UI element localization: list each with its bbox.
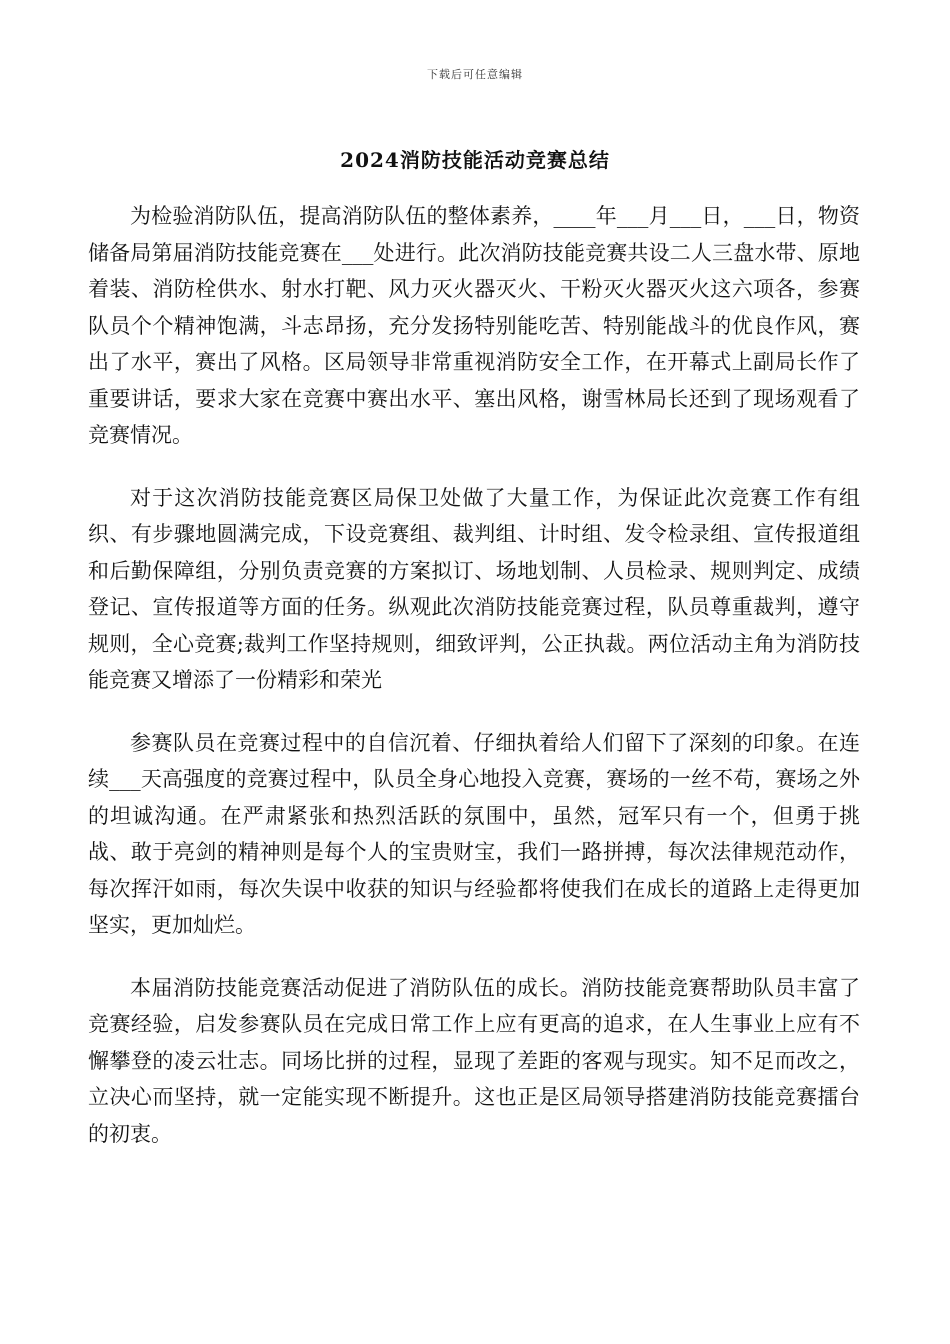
- paragraph-3: 参赛队员在竞赛过程中的自信沉着、仔细执着给人们留下了深刻的印象。在连续___天高强度的竞赛过程中，队员全身心地投入竞赛，赛场的一丝不苟，赛场之外的坦诚沟通。在严肃紧张和热烈活跃的氛围中，虽然，冠军只有一个，但勇于挑战、敢于亮剑的精神则是每个人的宝贵财宝，我们一路拼搏，每次法律规范动作，每次挥汗如雨，每次失误中收获的知识与经验都将使我们在成长的道路上走得更加坚实，更加灿烂。: [88, 730, 860, 937]
- paragraph-4: 本届消防技能竞赛活动促进了消防队伍的成长。消防技能竞赛帮助队员丰富了竞赛经验，启发参赛队员在完成日常工作上应有更高的追求，在人生事业上应有不懈攀登的凌云壮志。同场比拼的过程，显现了差距的客观与现实。知不足而改之，立决心而坚持，就一定能实现不断提升。这也正是区局领导搭建消防技能竞赛擂台的初衷。: [88, 975, 860, 1146]
- header-note: 下载后可任意编辑: [427, 68, 523, 81]
- document-body: [88, 198, 860, 1178]
- paragraph-1: 为检验消防队伍，提高消防队伍的整体素养，____年___月___日，___日，物资储备局第届消防技能竞赛在___处进行。此次消防技能竞赛共设二人三盘水带、原地着装、消防栓供水、射水打靶、风力灭火器灭火、干粉灭火器灭火这六项各，参赛队员个个精神饱满，斗志昂扬，充分发扬特别能吃苦、特别能战斗的优良作风，赛出了水平，赛出了风格。区局领导非常重视消防安全工作，在开幕式上副局长作了重要讲话，要求大家在竞赛中赛出水平、塞出风格，谢雪林局长还到了现场观看了竞赛情况。: [88, 204, 860, 447]
- paragraph-2: 对于这次消防技能竞赛区局保卫处做了大量工作，为保证此次竞赛工作有组织、有步骤地圆满完成，下设竞赛组、裁判组、计时组、发令检录组、宣传报道组和后勤保障组，分别负责竞赛的方案拟订、场地划制、人员检录、规则判定、成绩登记、宣传报道等方面的任务。纵观此次消防技能竞赛过程，队员尊重裁判，遵守规则，全心竞赛;裁判工作坚持规则，细致评判，公正执裁。两位活动主角为消防技能竞赛又增添了一份精彩和荣光: [88, 485, 860, 692]
- document-title: 2024消防技能活动竞赛总结: [340, 148, 610, 172]
